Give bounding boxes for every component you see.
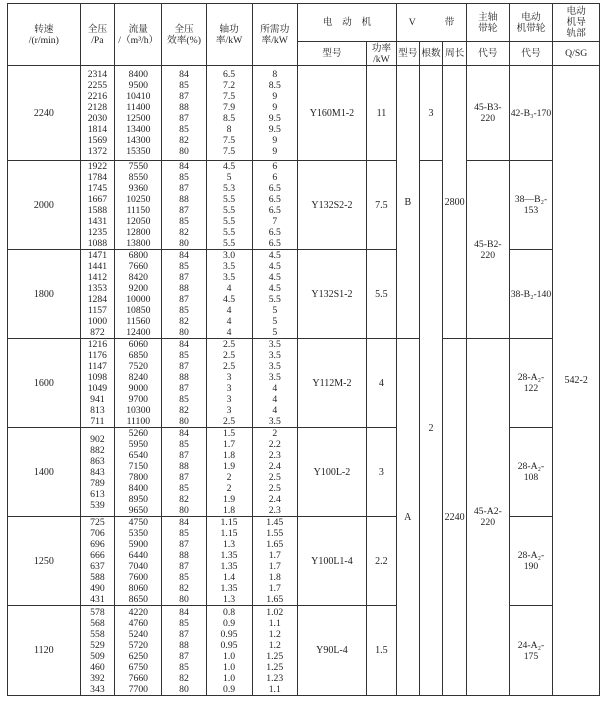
pressure-cell: 902 882 863 843 789 613 539	[80, 428, 115, 517]
shaft-power-cell: 1.5 1.7 1.8 1.9 2 2 1.9 1.8	[206, 428, 252, 517]
efficiency-cell: 84 85 87 88 87 85 82 80	[162, 66, 206, 161]
pressure-cell: 1216 1176 1147 1098 1049 941 813 711	[80, 339, 115, 428]
header-vbelt: V 带	[396, 4, 466, 42]
efficiency-cell: 84 85 87 88 87 85 82 80	[162, 428, 206, 517]
motor-model-cell: Y100L-2	[297, 428, 366, 517]
motor-pulley-cell: 38—B₂- 153	[509, 161, 553, 250]
belt-model-cell: A	[396, 339, 419, 696]
flow-cell: 4220 4760 5240 5720 6250 6750 7660 7700	[115, 606, 162, 696]
belt-model-cell: B	[396, 66, 419, 339]
required-power-cell: 1.45 1.55 1.65 1.7 1.7 1.8 1.7 1.65	[252, 517, 297, 606]
speed-cell: 1120	[8, 606, 81, 696]
flow-cell: 7550 8550 9360 10250 11150 12050 12800 13800	[115, 161, 162, 250]
fan-performance-table-wrapper	[7, 3, 600, 696]
flow-cell: 5260 5950 6540 7150 7800 8400 8950 9650	[115, 428, 162, 517]
header-required-power: 所需功 率/kW	[252, 4, 297, 66]
motor-power-cell: 4	[366, 339, 396, 428]
flow-cell: 6060 6850 7520 8240 9000 9700 10300 11100	[115, 339, 162, 428]
belt-length-cell: 2240	[443, 339, 467, 696]
belt-count-cell: 3	[419, 66, 443, 161]
table-row	[8, 428, 600, 517]
shaft-power-cell: 3.0 3.5 3.5 4 4.5 4 4 4	[206, 250, 252, 339]
speed-cell: 1400	[8, 428, 81, 517]
speed-cell: 2240	[8, 66, 81, 161]
pressure-cell: 1922 1784 1745 1667 1588 1431 1235 1088	[80, 161, 115, 250]
motor-model-cell: Y90L-4	[297, 606, 366, 696]
shaft-power-cell: 6.5 7.2 7.5 7.9 8.5 8 7.5 7.5	[206, 66, 252, 161]
motor-pulley-cell: 28-A₂- 122	[509, 339, 553, 428]
header-row-top	[8, 4, 600, 42]
shaft-power-cell: 4.5 5 5.3 5.5 5.5 5.5 5.5 5.5	[206, 161, 252, 250]
speed-cell: 1600	[8, 339, 81, 428]
motor-pulley-cell: 28-A₂- 190	[509, 517, 553, 606]
efficiency-cell: 84 85 87 88 87 85 82 80	[162, 606, 206, 696]
required-power-cell: 2 2.2 2.3 2.4 2.5 2.5 2.4 2.3	[252, 428, 297, 517]
motor-pulley-cell: 42-B₃-170	[509, 66, 553, 161]
flow-cell: 6800 7660 8420 9200 10000 10850 11560 12400	[115, 250, 162, 339]
efficiency-cell: 84 85 87 88 87 85 82 80	[162, 517, 206, 606]
table-row	[8, 161, 600, 250]
header-speed: 转速 /(r/min)	[8, 4, 81, 66]
required-power-cell: 3.5 3.5 3.5 3.5 4 4 4 3.5	[252, 339, 297, 428]
motor-power-cell: 11	[366, 66, 396, 161]
header-belt-count: 根数	[419, 42, 443, 66]
header-rail-code: Q/SG	[553, 42, 600, 66]
efficiency-cell: 84 85 87 88 87 85 82 80	[162, 250, 206, 339]
header-pressure: 全压 /Pa	[80, 4, 115, 66]
pressure-cell: 1471 1441 1412 1353 1284 1157 1000 872	[80, 250, 115, 339]
motor-power-cell: 5.5	[366, 250, 396, 339]
required-power-cell: 8 8.5 9 9 9.5 9.5 9 9	[252, 66, 297, 161]
header-rail: 电动 机导 轨部	[553, 4, 600, 42]
header-main-pulley: 主轴 带轮	[467, 4, 510, 42]
shaft-power-cell: 1.15 1.15 1.3 1.35 1.35 1.4 1.35 1.3	[206, 517, 252, 606]
flow-cell: 8400 9500 10410 11400 12500 13400 14300 15350	[115, 66, 162, 161]
shaft-power-cell: 0.8 0.9 0.95 0.95 1.0 1.0 1.0 0.9	[206, 606, 252, 696]
header-motor-pulley-code: 代号	[509, 42, 553, 66]
motor-power-cell: 3	[366, 428, 396, 517]
efficiency-cell: 84 85 87 88 87 85 82 80	[162, 339, 206, 428]
header-flow: 流量 /（m³/h）	[115, 4, 162, 66]
table-row	[8, 606, 600, 696]
flow-cell: 4750 5350 5900 6440 7040 7600 8060 8650	[115, 517, 162, 606]
required-power-cell: 1.02 1.1 1.2 1.2 1.25 1.25 1.23 1.1	[252, 606, 297, 696]
header-motor-pulley: 电动 机带轮	[509, 4, 553, 42]
motor-model-cell: Y100L1-4	[297, 517, 366, 606]
motor-model-cell: Y160M1-2	[297, 66, 366, 161]
header-main-pulley-code: 代号	[467, 42, 510, 66]
pressure-cell: 578 568 558 529 509 460 392 343	[80, 606, 115, 696]
motor-power-cell: 7.5	[366, 161, 396, 250]
motor-power-cell: 1.5	[366, 606, 396, 696]
belt-length-cell: 2800	[443, 66, 467, 339]
speed-cell: 2000	[8, 161, 81, 250]
header-efficiency: 全压 效率(%)	[162, 4, 206, 66]
belt-count-cell: 2	[419, 161, 443, 696]
table-row	[8, 517, 600, 606]
motor-pulley-cell: 28-A₂- 108	[509, 428, 553, 517]
rail-cell: 542-2	[553, 66, 600, 696]
required-power-cell: 4.5 4.5 4.5 4.5 5.5 5 5 5	[252, 250, 297, 339]
main-pulley-cell: 45-B3- 220	[467, 66, 510, 161]
header-motor-power: 功率 /kW	[366, 42, 396, 66]
motor-model-cell: Y132S2-2	[297, 161, 366, 250]
table-row	[8, 339, 600, 428]
motor-model-cell: Y112M-2	[297, 339, 366, 428]
table-row	[8, 66, 600, 161]
table-row	[8, 250, 600, 339]
speed-cell: 1250	[8, 517, 81, 606]
motor-model-cell: Y132S1-2	[297, 250, 366, 339]
header-belt-model: 型号	[396, 42, 419, 66]
required-power-cell: 6 6 6.5 6.5 6.5 7 6.5 6.5	[252, 161, 297, 250]
motor-power-cell: 2.2	[366, 517, 396, 606]
header-motor-model: 型号	[297, 42, 366, 66]
pressure-cell: 725 706 696 666 637 588 490 431	[80, 517, 115, 606]
header-belt-length: 周长	[443, 42, 467, 66]
speed-cell: 1800	[8, 250, 81, 339]
efficiency-cell: 84 85 87 88 87 85 82 80	[162, 161, 206, 250]
header-shaft-power: 轴功 率/kW	[206, 4, 252, 66]
motor-pulley-cell: 24-A₂- 175	[509, 606, 553, 696]
main-pulley-cell: 45-B2- 220	[467, 161, 510, 339]
main-pulley-cell: 45-A2- 220	[467, 339, 510, 696]
header-motor: 电 动 机	[297, 4, 396, 42]
fan-performance-table	[7, 3, 600, 696]
shaft-power-cell: 2.5 2.5 2.5 3 3 3 3 2.5	[206, 339, 252, 428]
pressure-cell: 2314 2255 2216 2128 2030 1814 1569 1372	[80, 66, 115, 161]
motor-pulley-cell: 38-B₂-140	[509, 250, 553, 339]
